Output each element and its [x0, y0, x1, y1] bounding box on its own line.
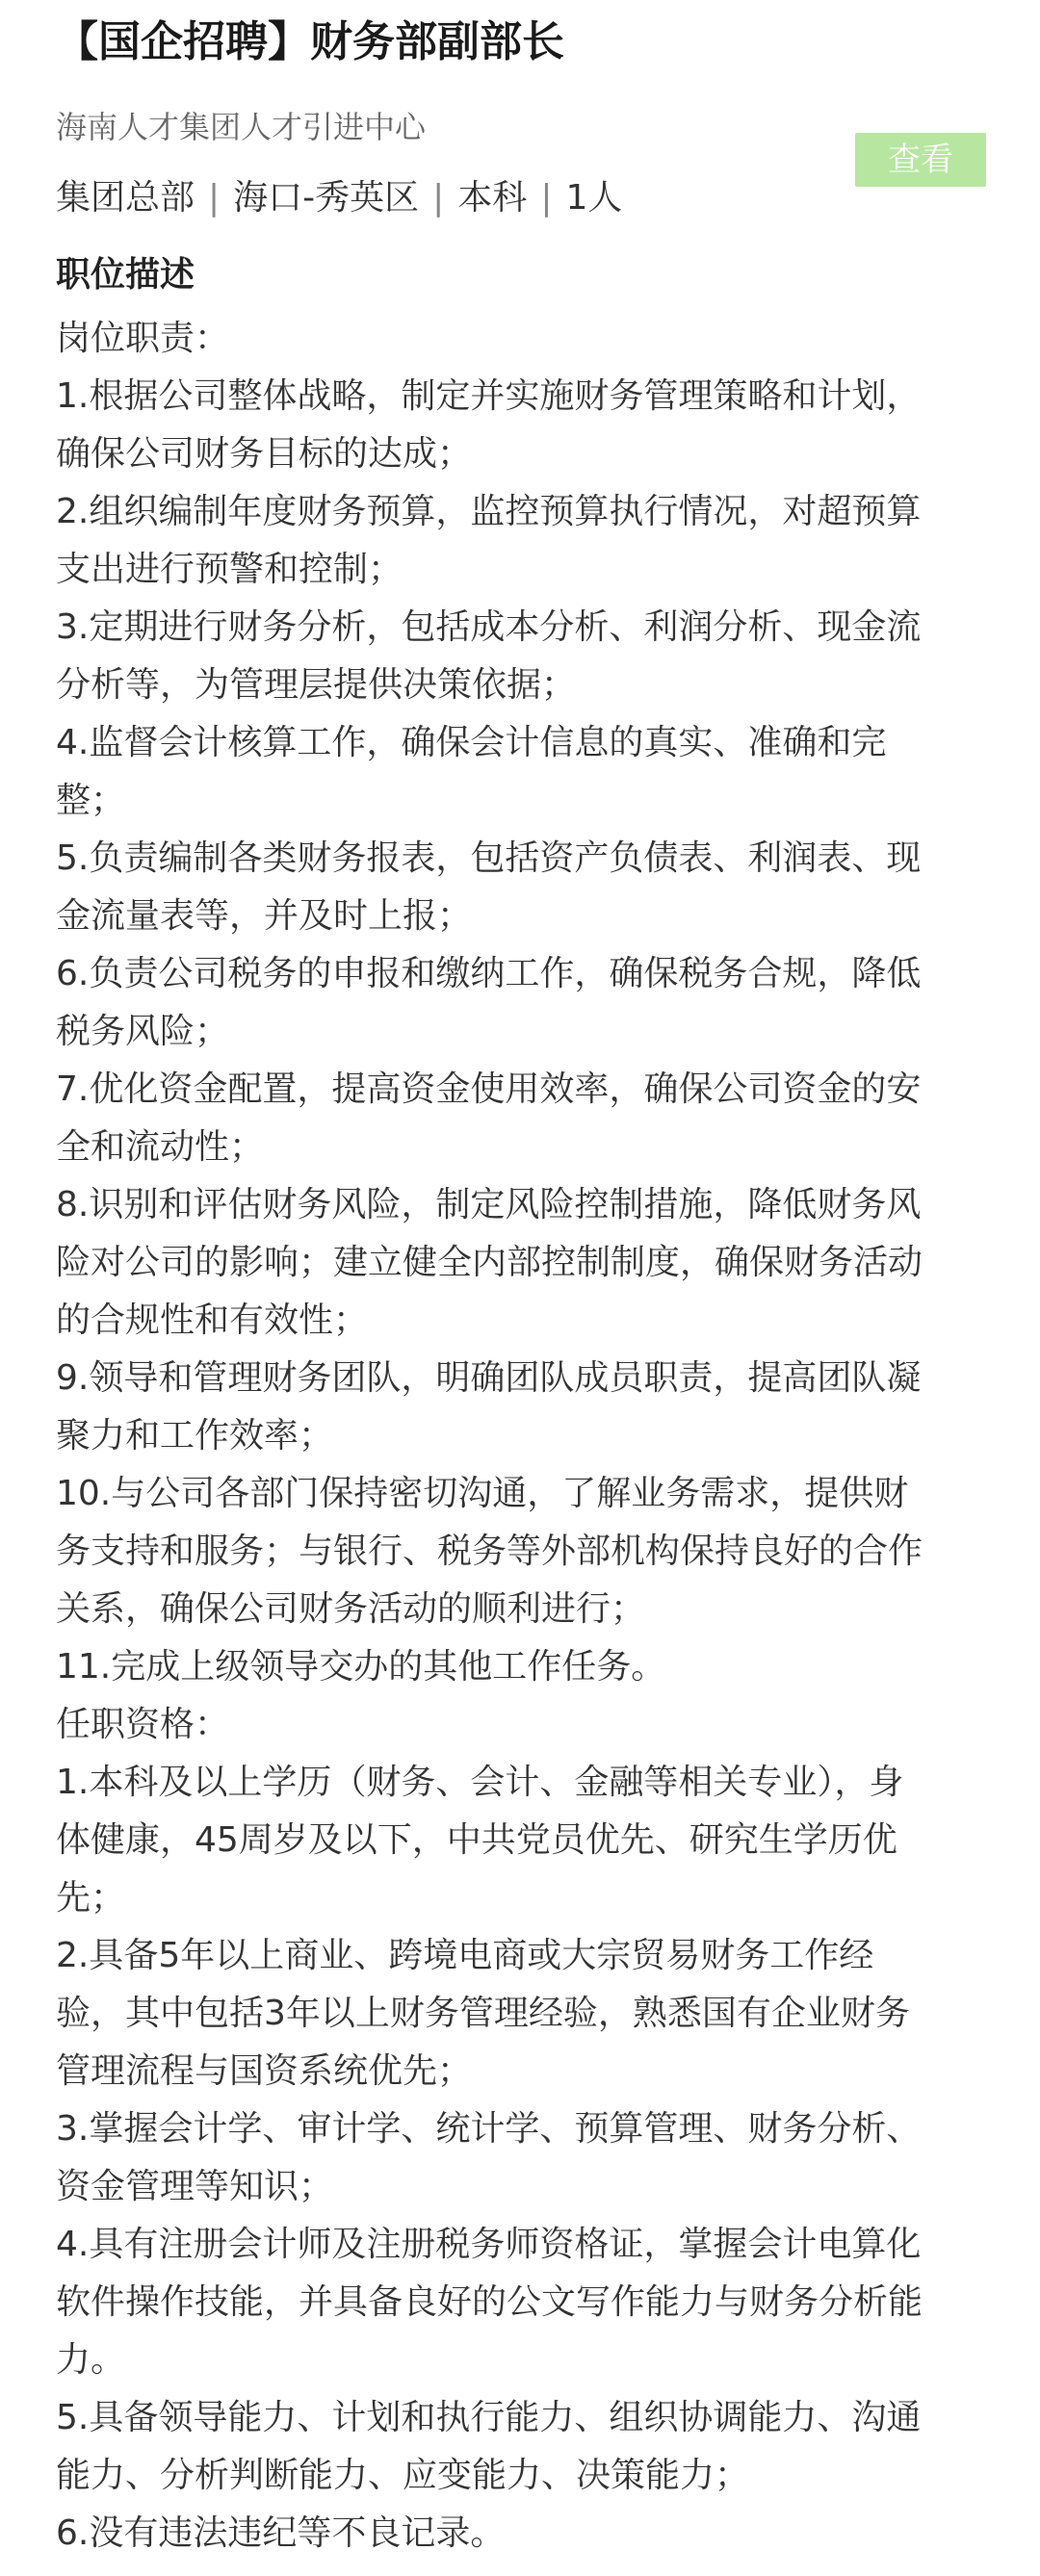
description-line: 能力、分析判断能力、应变能力、决策能力； — [56, 2456, 750, 2495]
description-line: 力。 — [56, 2340, 126, 2380]
description-line: 务支持和服务；与银行、税务等外部机构保持良好的合作 — [56, 1532, 923, 1571]
meta-separator: | — [540, 178, 553, 218]
description-line: 6.负责公司税务的申报和缴纳工作，确保税务合规，降低 — [56, 954, 922, 993]
description-line: 3.定期进行财务分析，包括成本分析、利润分析、现金流 — [56, 607, 922, 647]
job-meta-row — [56, 175, 984, 221]
meta-separator: | — [208, 178, 221, 218]
description-line: 分析等，为管理层提供决策依据； — [56, 665, 577, 705]
description-line: 先； — [56, 1878, 126, 1918]
organization-name: 海南人才集团人才引进中心 — [56, 109, 427, 145]
description-line: 险对公司的影响；建立健全内部控制制度，确保财务活动 — [56, 1243, 923, 1282]
description-line: 5.具备领导能力、计划和执行能力、组织协调能力、沟通 — [56, 2398, 922, 2437]
description-line: 软件操作技能，并具备良好的公文写作能力与财务分析能 — [56, 2282, 923, 2322]
description-line: 任职资格： — [56, 1705, 230, 1744]
description-line: 税务风险； — [56, 1012, 230, 1051]
job-description-body — [56, 310, 984, 2563]
meta-separator: | — [432, 178, 445, 218]
description-line: 全和流动性； — [56, 1127, 265, 1167]
description-line: 金流量表等，并及时上报； — [56, 896, 473, 936]
description-line: 聚力和工作效率； — [56, 1416, 334, 1455]
description-line: 8.识别和评估财务风险，制定风险控制措施，降低财务风 — [56, 1185, 922, 1224]
description-line: 资金管理等知识； — [56, 2167, 334, 2206]
job-title: 【国企招聘】财务部副部长 — [56, 17, 564, 66]
meta-headcount: 1人 — [565, 178, 623, 218]
description-line: 4.具有注册会计师及注册税务师资格证，掌握会计电算化 — [56, 2225, 922, 2264]
description-line: 确保公司财务目标的达成； — [56, 434, 473, 474]
description-line: 支出进行预警和控制； — [56, 550, 403, 589]
description-line: 4.监督会计核算工作，确保会计信息的真实、准确和完 — [56, 723, 887, 762]
section-heading-description: 职位描述 — [56, 255, 195, 295]
description-line: 6.没有违法违纪等不良记录。 — [56, 2513, 506, 2553]
description-line: 11.完成上级领导交办的其他工作任务。 — [56, 1647, 666, 1687]
description-line: 整； — [56, 781, 126, 820]
meta-department: 集团总部 — [56, 178, 195, 218]
description-line: 验，其中包括3年以上财务管理经验，熟悉国有企业财务 — [56, 1994, 910, 2033]
description-line: 关系，确保公司财务活动的顺利进行； — [56, 1589, 646, 1629]
description-line: 1.本科及以上学历（财务、会计、金融等相关专业），身 — [56, 1763, 904, 1802]
meta-education: 本科 — [457, 178, 528, 218]
description-line: 5.负责编制各类财务报表，包括资产负债表、利润表、现 — [56, 838, 922, 878]
description-line: 1.根据公司整体战略，制定并实施财务管理策略和计划， — [56, 376, 922, 416]
description-line: 的合规性和有效性； — [56, 1301, 369, 1340]
description-line: 10.与公司各部门保持密切沟通，了解业务需求，提供财 — [56, 1474, 909, 1513]
meta-location: 海口-秀英区 — [233, 178, 420, 218]
description-line: 管理流程与国资系统优先； — [56, 2051, 473, 2091]
description-line: 7.优化资金配置，提高资金使用效率，确保公司资金的安 — [56, 1069, 922, 1109]
description-line: 3.掌握会计学、审计学、统计学、预算管理、财务分析、 — [56, 2109, 922, 2149]
view-button[interactable]: 查看 — [855, 133, 986, 187]
description-line: 2.组织编制年度财务预算，监控预算执行情况，对超预算 — [56, 492, 922, 531]
description-line: 体健康，45周岁及以下，中共党员优先、研究生学历优 — [56, 1820, 897, 1860]
description-line: 2.具备5年以上商业、跨境电商或大宗贸易财务工作经 — [56, 1936, 874, 1975]
description-line: 9.领导和管理财务团队，明确团队成员职责，提高团队凝 — [56, 1358, 922, 1398]
description-line: 岗位职责： — [56, 319, 230, 358]
